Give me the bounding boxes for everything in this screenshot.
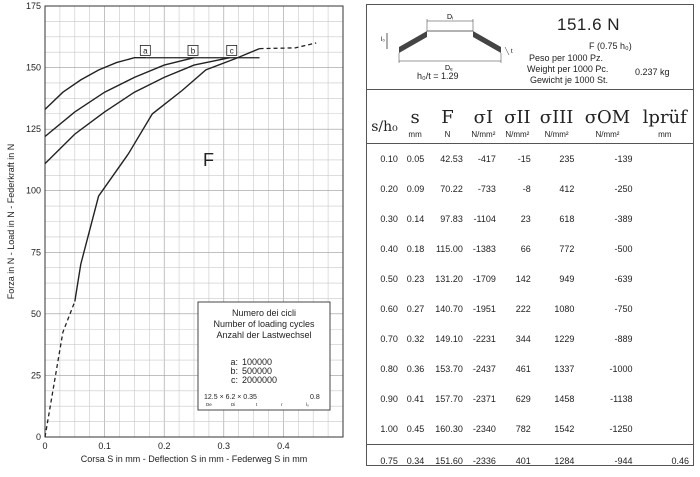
curve-tag-b: b	[191, 46, 196, 55]
table-cell: 0.50	[367, 264, 402, 294]
table-cell: 157.70	[428, 384, 467, 414]
table-cell: 949	[535, 264, 579, 294]
table-cell: 235	[535, 144, 579, 175]
cycles-legend-box	[198, 302, 330, 410]
table-cell: -8	[500, 174, 535, 204]
table-cell	[637, 144, 694, 175]
table-cell: 0.46	[637, 445, 694, 477]
legend-cycle-value: 2000000	[242, 375, 277, 385]
table-cell: -1709	[467, 264, 500, 294]
dim-label-de: Dₑ	[445, 65, 453, 72]
legend-heading-line: Numero dei cicli	[232, 308, 296, 318]
table-cell: 70.22	[428, 174, 467, 204]
table-row	[367, 264, 693, 294]
legend-dimensions: 12.5 × 6.2 × 0.35	[204, 394, 257, 401]
curve-tag-a: a	[143, 46, 148, 55]
table-cell: -1104	[467, 204, 500, 234]
table-cell: 1458	[535, 384, 579, 414]
weight-label-de: Gewicht je 1000 St.	[530, 75, 608, 85]
table-cell: -139	[578, 144, 636, 175]
x-tick-label: 0.3	[218, 441, 231, 451]
table-cell: 97.83	[428, 204, 467, 234]
table-cell: 66	[500, 234, 535, 264]
y-tick-label: 75	[31, 247, 41, 257]
table-row	[367, 234, 693, 264]
table-cell: 401	[500, 445, 535, 477]
curve-tag-c: c	[230, 46, 234, 55]
table-cell: 0.10	[367, 144, 402, 175]
table-cell: 412	[535, 174, 579, 204]
table-cell: 140.70	[428, 294, 467, 324]
disc-spring-icon	[381, 13, 521, 79]
table-cell	[637, 354, 694, 384]
table-cell	[637, 204, 694, 234]
table-cell: -2371	[467, 384, 500, 414]
legend-heading-line: Number of loading cycles	[213, 319, 315, 329]
column-header	[467, 90, 500, 144]
table-cell: 782	[500, 414, 535, 445]
x-tick-label: 0.4	[277, 441, 290, 451]
table-cell: 0.60	[367, 294, 402, 324]
table-row	[367, 324, 693, 354]
table-cell: -389	[578, 204, 636, 234]
legend-heading-line: Anzahl der Lastwechsel	[216, 330, 311, 340]
table-row	[367, 204, 693, 234]
table-cell: 0.45	[402, 414, 428, 445]
curve-label-F: F	[203, 150, 214, 170]
table-cell: -250	[578, 174, 636, 204]
y-tick-label: 0	[36, 432, 41, 442]
table-cell: -2437	[467, 354, 500, 384]
weight-value: 0.237 kg	[635, 67, 670, 77]
table-cell: 42.53	[428, 144, 467, 175]
table-row	[367, 294, 693, 324]
column-symbol: σOM	[579, 109, 635, 127]
x-tick-label: 0.1	[98, 441, 111, 451]
table-cell: 0.34	[402, 445, 428, 477]
table-body	[367, 144, 693, 477]
dim-label-t: t	[511, 49, 513, 55]
column-header	[637, 90, 694, 144]
legend-dimension-value: 0.8	[310, 394, 320, 401]
table-cell: 0.27	[402, 294, 428, 324]
y-tick-label: 150	[26, 63, 41, 73]
table-cell: -889	[578, 324, 636, 354]
table-cell: 153.70	[428, 354, 467, 384]
table-cell: -2340	[467, 414, 500, 445]
table-cell: -733	[467, 174, 500, 204]
table-cell: 0.18	[402, 234, 428, 264]
table-cell: -1000	[578, 354, 636, 384]
table-cell: 151.60	[428, 445, 467, 477]
table-cell: -750	[578, 294, 636, 324]
table-cell: 0.41	[402, 384, 428, 414]
table-cell: 0.05	[402, 144, 428, 175]
nominal-force-condition: F (0.75 h₀)	[589, 41, 632, 51]
table-cell: 0.14	[402, 204, 428, 234]
table-cell: 160.30	[428, 414, 467, 445]
table-cell: -15	[500, 144, 535, 175]
y-tick-label: 25	[31, 370, 41, 380]
table-cell	[637, 324, 694, 354]
table-cell: 0.20	[367, 174, 402, 204]
table-cell: 0.40	[367, 234, 402, 264]
column-symbol: σIII	[536, 109, 578, 127]
y-axis-label: Forza in N - Load in N - Federkraft in N	[6, 144, 16, 300]
table-cell	[637, 414, 694, 445]
table-cell: -1138	[578, 384, 636, 414]
table-cell: -1951	[467, 294, 500, 324]
legend-dimension-sub: r	[281, 402, 283, 407]
legend-cycle-key: c:	[231, 375, 238, 385]
table-cell: 629	[500, 384, 535, 414]
table-header-row	[367, 90, 693, 144]
column-unit: mm	[638, 130, 693, 139]
spring-spec-header	[367, 5, 693, 90]
spring-data-panel	[366, 4, 694, 466]
legend-dimension-sub: Di	[231, 402, 235, 407]
table-cell: -2336	[467, 445, 500, 477]
table-row	[367, 354, 693, 384]
table-cell: 0.23	[402, 264, 428, 294]
x-tick-label: 0.2	[158, 441, 171, 451]
column-header	[367, 90, 402, 144]
table-cell: 618	[535, 204, 579, 234]
table-cell: 1229	[535, 324, 579, 354]
table-cell	[637, 294, 694, 324]
table-cell: 0.75	[367, 445, 402, 477]
table-cell: -1250	[578, 414, 636, 445]
table-cell: 149.10	[428, 324, 467, 354]
table-cell: 1542	[535, 414, 579, 445]
legend-cycle-key: b:	[230, 366, 238, 376]
column-unit: mm	[403, 130, 427, 139]
legend-dimension-sub: De	[206, 402, 212, 407]
table-cell: 0.32	[402, 324, 428, 354]
y-tick-label: 50	[31, 309, 41, 319]
table-cell: -417	[467, 144, 500, 175]
table-cell: 222	[500, 294, 535, 324]
table-row	[367, 445, 693, 477]
table-cell: 1.00	[367, 414, 402, 445]
table-cell: 1337	[535, 354, 579, 384]
table-cell: 1080	[535, 294, 579, 324]
column-unit: N/mm²	[468, 130, 499, 139]
table-cell: -1383	[467, 234, 500, 264]
column-symbol: lprüf	[638, 109, 693, 127]
column-unit: N/mm²	[501, 130, 534, 139]
table-cell: -2231	[467, 324, 500, 354]
series-F-dashed-end	[260, 43, 317, 49]
table-cell: 0.30	[367, 204, 402, 234]
column-symbol: F	[429, 109, 466, 127]
dim-label-di: Dᵢ	[447, 14, 453, 21]
column-symbol: σII	[501, 109, 534, 127]
column-header	[500, 90, 535, 144]
table-cell: 115.00	[428, 234, 467, 264]
dim-label-lo: l₀	[381, 37, 385, 43]
table-row	[367, 384, 693, 414]
table-cell: 0.09	[402, 174, 428, 204]
table-cell: -500	[578, 234, 636, 264]
y-tick-label: 100	[26, 186, 41, 196]
table-cell: 23	[500, 204, 535, 234]
table-row	[367, 174, 693, 204]
nominal-force: 151.6 N	[557, 15, 620, 35]
table-cell	[637, 384, 694, 414]
weight-label-en: Weight per 1000 Pc.	[527, 64, 608, 74]
column-symbol: s/h₀	[368, 118, 401, 136]
table-cell: 461	[500, 354, 535, 384]
column-header	[402, 90, 428, 144]
weight-label-it: Peso per 1000 Pz.	[529, 53, 603, 63]
column-header	[428, 90, 467, 144]
height-thickness-ratio: h₀/t = 1.29	[417, 71, 459, 81]
table-cell: -944	[578, 445, 636, 477]
column-symbol: s	[403, 109, 427, 127]
legend-dimension-sub: l₀	[306, 402, 309, 407]
table-cell: 0.70	[367, 324, 402, 354]
table-cell	[637, 264, 694, 294]
table-row	[367, 144, 693, 175]
column-unit: N/mm²	[536, 130, 578, 139]
column-header	[578, 90, 636, 144]
legend-dimension-sub: t	[256, 402, 258, 407]
table-cell: -639	[578, 264, 636, 294]
legend-cycle-key: a:	[230, 357, 238, 367]
table-row	[367, 414, 693, 445]
table-cell	[637, 174, 694, 204]
spring-data-table	[367, 90, 693, 477]
table-cell: 0.90	[367, 384, 402, 414]
table-cell: 0.36	[402, 354, 428, 384]
table-cell: 1284	[535, 445, 579, 477]
column-unit: N/mm²	[579, 130, 635, 139]
column-header	[535, 90, 579, 144]
table-cell: 142	[500, 264, 535, 294]
x-axis-label: Corsa S in mm - Deflection S in mm - Federweg S in mm	[81, 454, 308, 464]
table-cell: 772	[535, 234, 579, 264]
table-cell	[637, 234, 694, 264]
column-unit: N	[429, 130, 466, 139]
table-cell: 344	[500, 324, 535, 354]
x-tick-label: 0	[42, 441, 47, 451]
legend-cycle-value: 100000	[242, 357, 272, 367]
table-cell: 131.20	[428, 264, 467, 294]
column-symbol: σI	[468, 109, 499, 127]
y-tick-label: 125	[26, 124, 41, 134]
y-tick-label: 175	[26, 1, 41, 11]
legend-cycle-value: 500000	[242, 366, 272, 376]
table-cell: 0.80	[367, 354, 402, 384]
